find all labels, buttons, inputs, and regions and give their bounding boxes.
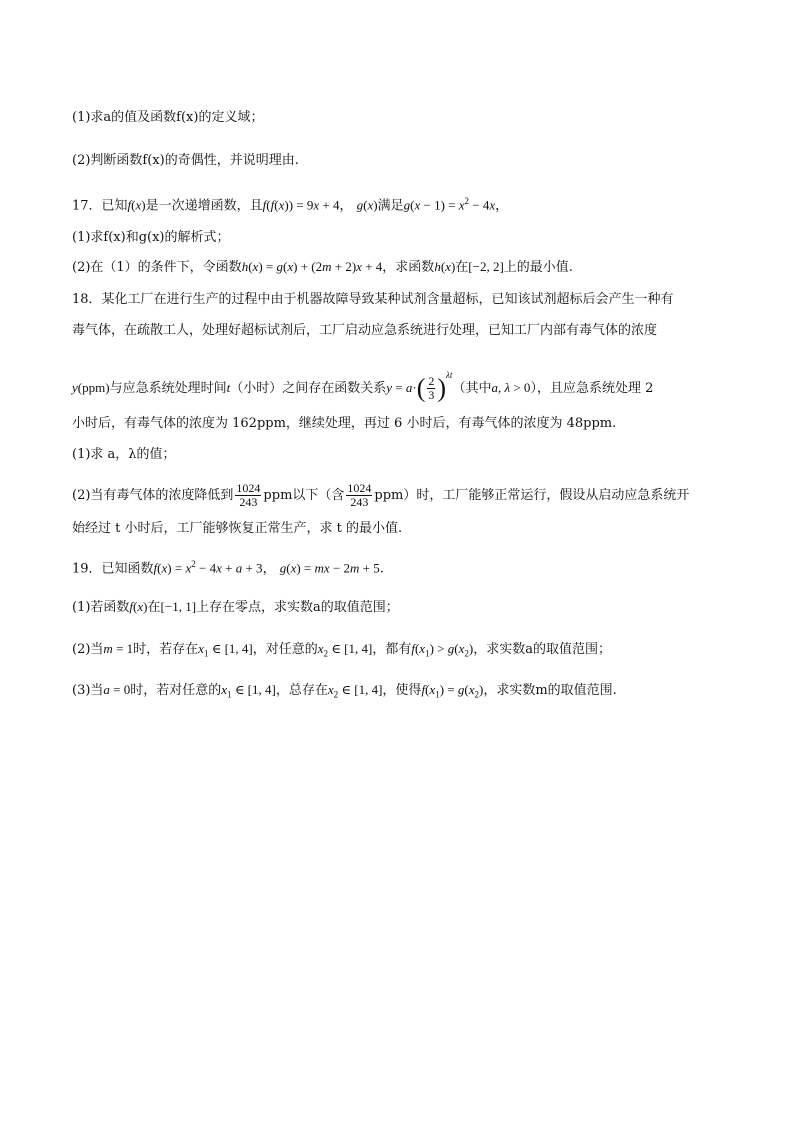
q17-stem: 17．已知f(x)是一次递增函数，且f(f(x)) = 9x + 4， g(x)满足$g(x - 1) = x^2 - 4x$， (72, 196, 509, 214)
q18-line3: y(ppm)与应急系统处理时间t（小时）之间存在函数关系y = a·( $\frac{2}{3}$ )$^{\lambda t}$（其中a, λ > 0），且应急系统处理 2 (72, 370, 654, 403)
q19-part1: (1)若函数f(x)在[−1, 1]上存在零点，求实数a的取值范围； (72, 599, 399, 615)
q18-part1: (1)求 a，λ的值； (72, 447, 176, 462)
q18-line1: 18．某化工厂在进行生产的过程中由于机器故障导致某种试剂含量超标，已知该试剂超标后会产生一种有 (72, 292, 674, 307)
q19-stem: 19．已知函数$f(x) = x^2 - 4x + a + 3$， g(x) = mx − 2m + 5. (72, 559, 384, 577)
q16-part1: (1)求a的值及函数f(x)的定义域； (72, 110, 264, 125)
q17-part2: (2)在（1）的条件下，令函数h(x) = g(x) + (2m + 2)x + 4，求函数h(x)在[−2, 2]上的最小值. (72, 259, 573, 275)
q18-line4: 小时后，有毒气体的浓度为 162ppm，继续处理，再过 6 小时后，有毒气体的浓度为 48ppm. (72, 416, 617, 431)
q19-part3: (3)当a = 0时，若对任意的$x_1$ ∈ [1, 4]，总存在$x_2$ ∈ [1, 4]，使得$f(x_1) = g(x_2)$，求实数m的取值范围. (72, 682, 617, 700)
q18-line2: 毒气体，在疏散工人，处理好超标试剂后，工厂启动应急系统进行处理，已知工厂内部有毒气体的浓度 (72, 323, 658, 338)
q19-part2: (2)当m = 1时，若存在$x_1$ ∈ [1, 4]，对任意的$x_2$ ∈ [1, 4]，都有$f(x_1) > g(x_2)$，求实数a的取值范围； (72, 641, 611, 659)
q16-part2: (2)判断函数f(x)的奇偶性，并说明理由. (72, 153, 299, 168)
q18-part2: (2)当有毒气体的浓度降低到 $\frac{1024}{243}$ ppm以下（含 $\frac{1024}{243}$ ppm）时，工厂能够正常运行，假设从启动应急系统开 (72, 481, 690, 509)
q17-part1: (1)求f(x)和g(x)的解析式； (72, 230, 230, 245)
q18-part2-cont: 始经过 t 小时后，工厂能够恢复正常生产，求 t 的最小值. (72, 521, 403, 536)
